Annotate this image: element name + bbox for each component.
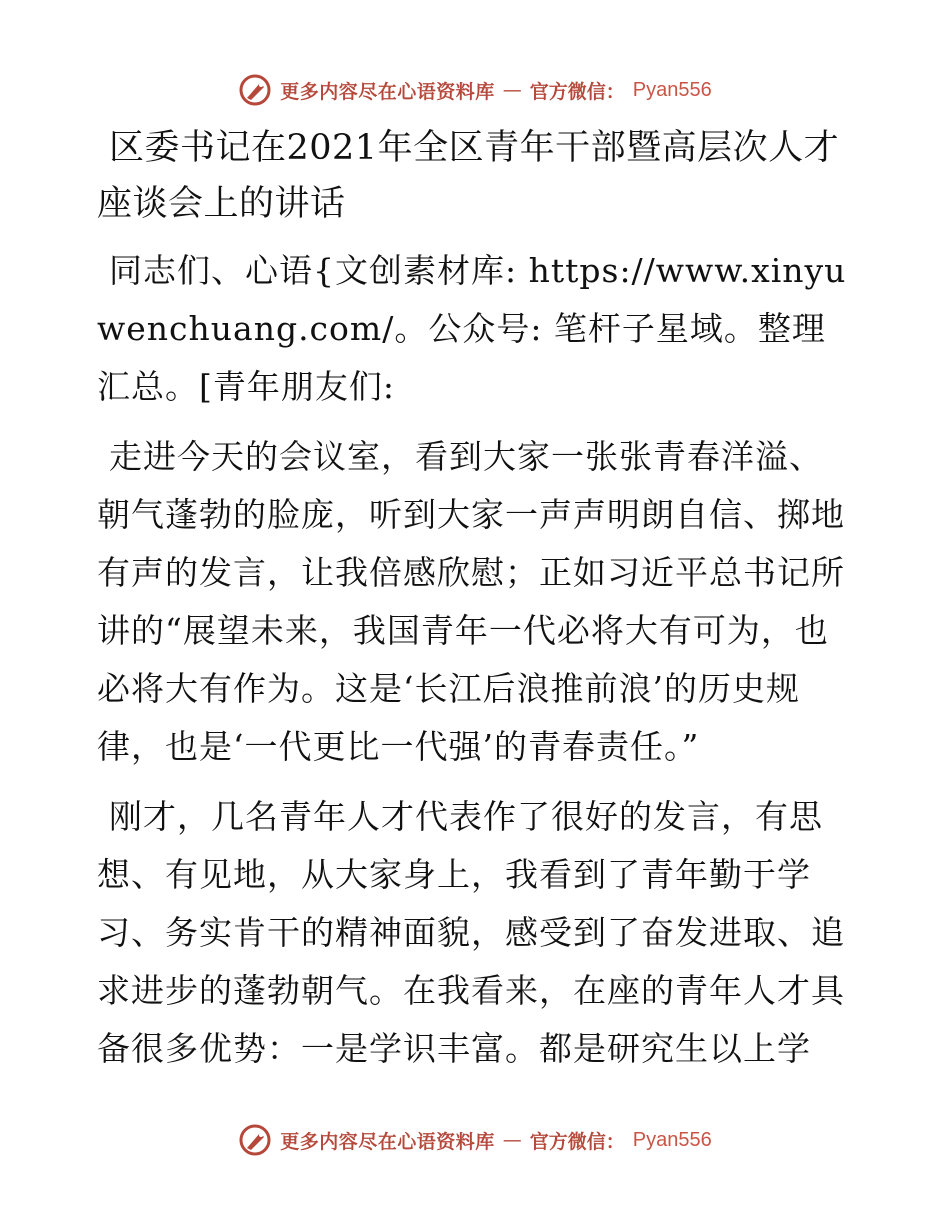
paragraph: 走进今天的会议室，看到大家一张张青春洋溢、朝气蓬勃的脸庞，听到大家一声声明朗自信、掷地有声的发言，让我倍感欣慰；正如习近平总书记所讲的“展望未来，我国青年一代必将大有可为，也必将大有作为。这是‘长江后浪推前浪’的历史规律，也是‘一代更比一代强’的青春责任。” [97, 437, 845, 766]
footer-banner-wechat-id: Pyan556 [632, 1128, 712, 1151]
footer-banner-dash: — [502, 1129, 522, 1151]
header-banner-dash: — [502, 79, 522, 101]
header-banner-wechat-id: Pyan556 [632, 78, 712, 101]
document-body [97, 120, 853, 1090]
pen-nib-logo-icon [238, 1123, 272, 1157]
header-banner-text: 更多内容尽在心语资料库 [280, 80, 495, 103]
header-banner [0, 70, 950, 110]
footer-banner [0, 1120, 950, 1160]
document-title: 区委书记在2021年全区青年干部暨高层次人才座谈会上的讲话 [97, 128, 840, 224]
header-banner-wechat-label: 官方微信： [529, 80, 625, 103]
pen-nib-logo-icon [238, 73, 272, 107]
footer-banner-wechat-label: 官方微信： [529, 1130, 625, 1153]
paragraph: 同志们、心语{文创素材库: https://www.xinyuwenchuang.com/。公众号: 笔杆子星域。整理汇总。[青年朋友们: [97, 251, 847, 406]
footer-banner-text: 更多内容尽在心语资料库 [280, 1130, 495, 1153]
paragraph: 刚才，几名青年人才代表作了很好的发言，有思想、有见地，从大家身上，我看到了青年勤于学习、务实肯干的精神面貌，感受到了奋发进取、追求进步的蓬勃朝气。在我看来，在座的青年人才具备很多优势：一是学识丰富。都是研究生以上学 [97, 797, 845, 1068]
